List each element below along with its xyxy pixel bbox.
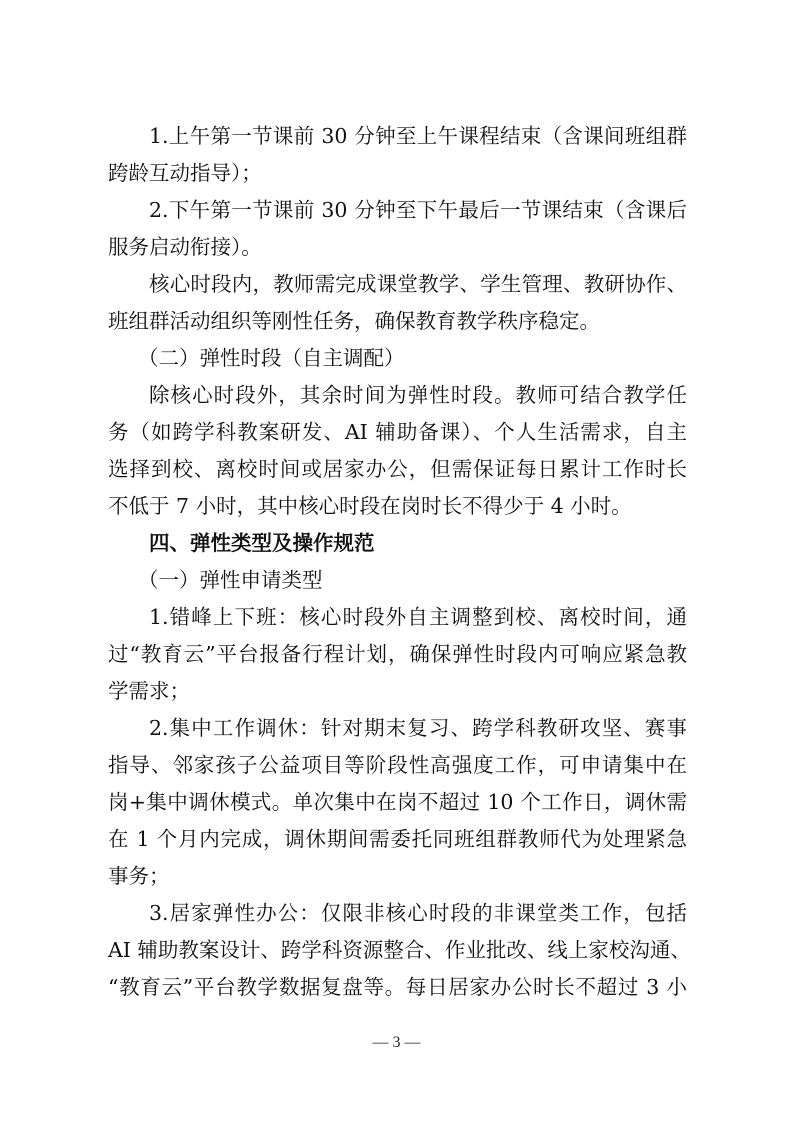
text-line: 1.上午第一节课前 30 分钟至上午课程结束（含课间班组群 [149, 124, 687, 148]
subsection-heading: （一）弹性申请类型 [138, 568, 323, 592]
text-line: 选择到校、离校时间或居家办公，但需保证每日累计工作时长 [108, 457, 687, 481]
body-text [108, 118, 691, 1006]
text-line: 跨龄互动指导）； [108, 161, 262, 185]
text-line: 指导、邻家孩子公益项目等阶段性高强度工作，可申请集中在 [108, 753, 687, 777]
text-line: 过“教育云”平台报备行程计划，确保弹性时段内可响应紧急教 [108, 642, 687, 666]
text-line: 2.下午第一节课前 30 分钟至下午最后一节课结束（含课后 [149, 198, 687, 222]
text-line: 2.集中工作调休：针对期末复习、跨学科教研攻坚、赛事 [149, 716, 687, 740]
text-line: 学需求； [108, 679, 190, 703]
text-line: 3.居家弹性办公：仅限非核心时段的非课堂类工作，包括 [149, 901, 687, 925]
page-number: — 3 — [372, 1034, 421, 1051]
text-line: 班组群活动组织等刚性任务，确保教育教学秩序稳定。 [108, 309, 600, 333]
text-line: 1.错峰上下班：核心时段外自主调整到校、离校时间，通 [149, 605, 687, 629]
text-line: 事务； [108, 864, 170, 888]
text-line: 除核心时段外，其余时间为弹性时段。教师可结合教学任 [149, 383, 687, 407]
subsection-heading: （二）弹性时段（自主调配） [138, 346, 405, 370]
text-line: 岗+集中调休模式。单次集中在岗不超过 10 个工作日，调休需 [108, 790, 687, 814]
text-line: 服务启动衔接）。 [108, 235, 262, 259]
text-line: 不低于 7 小时，其中核心时段在岗时长不得少于 4 小时。 [108, 494, 632, 518]
section-heading: 四、弹性类型及操作规范 [149, 531, 375, 555]
text-line: 核心时段内，教师需完成课堂教学、学生管理、教研协作、 [149, 272, 687, 296]
text-line: 在 1 个月内完成，调休期间需委托同班组群教师代为处理紧急 [108, 827, 687, 851]
text-line: AI 辅助教案设计、跨学科资源整合、作业批改、线上家校沟通、 [108, 938, 691, 962]
text-line: “教育云”平台教学数据复盘等。每日居家办公时长不超过 3 小 [108, 975, 687, 999]
text-line: 务（如跨学科教案研发、AI 辅助备课）、个人生活需求，自主 [108, 420, 687, 444]
